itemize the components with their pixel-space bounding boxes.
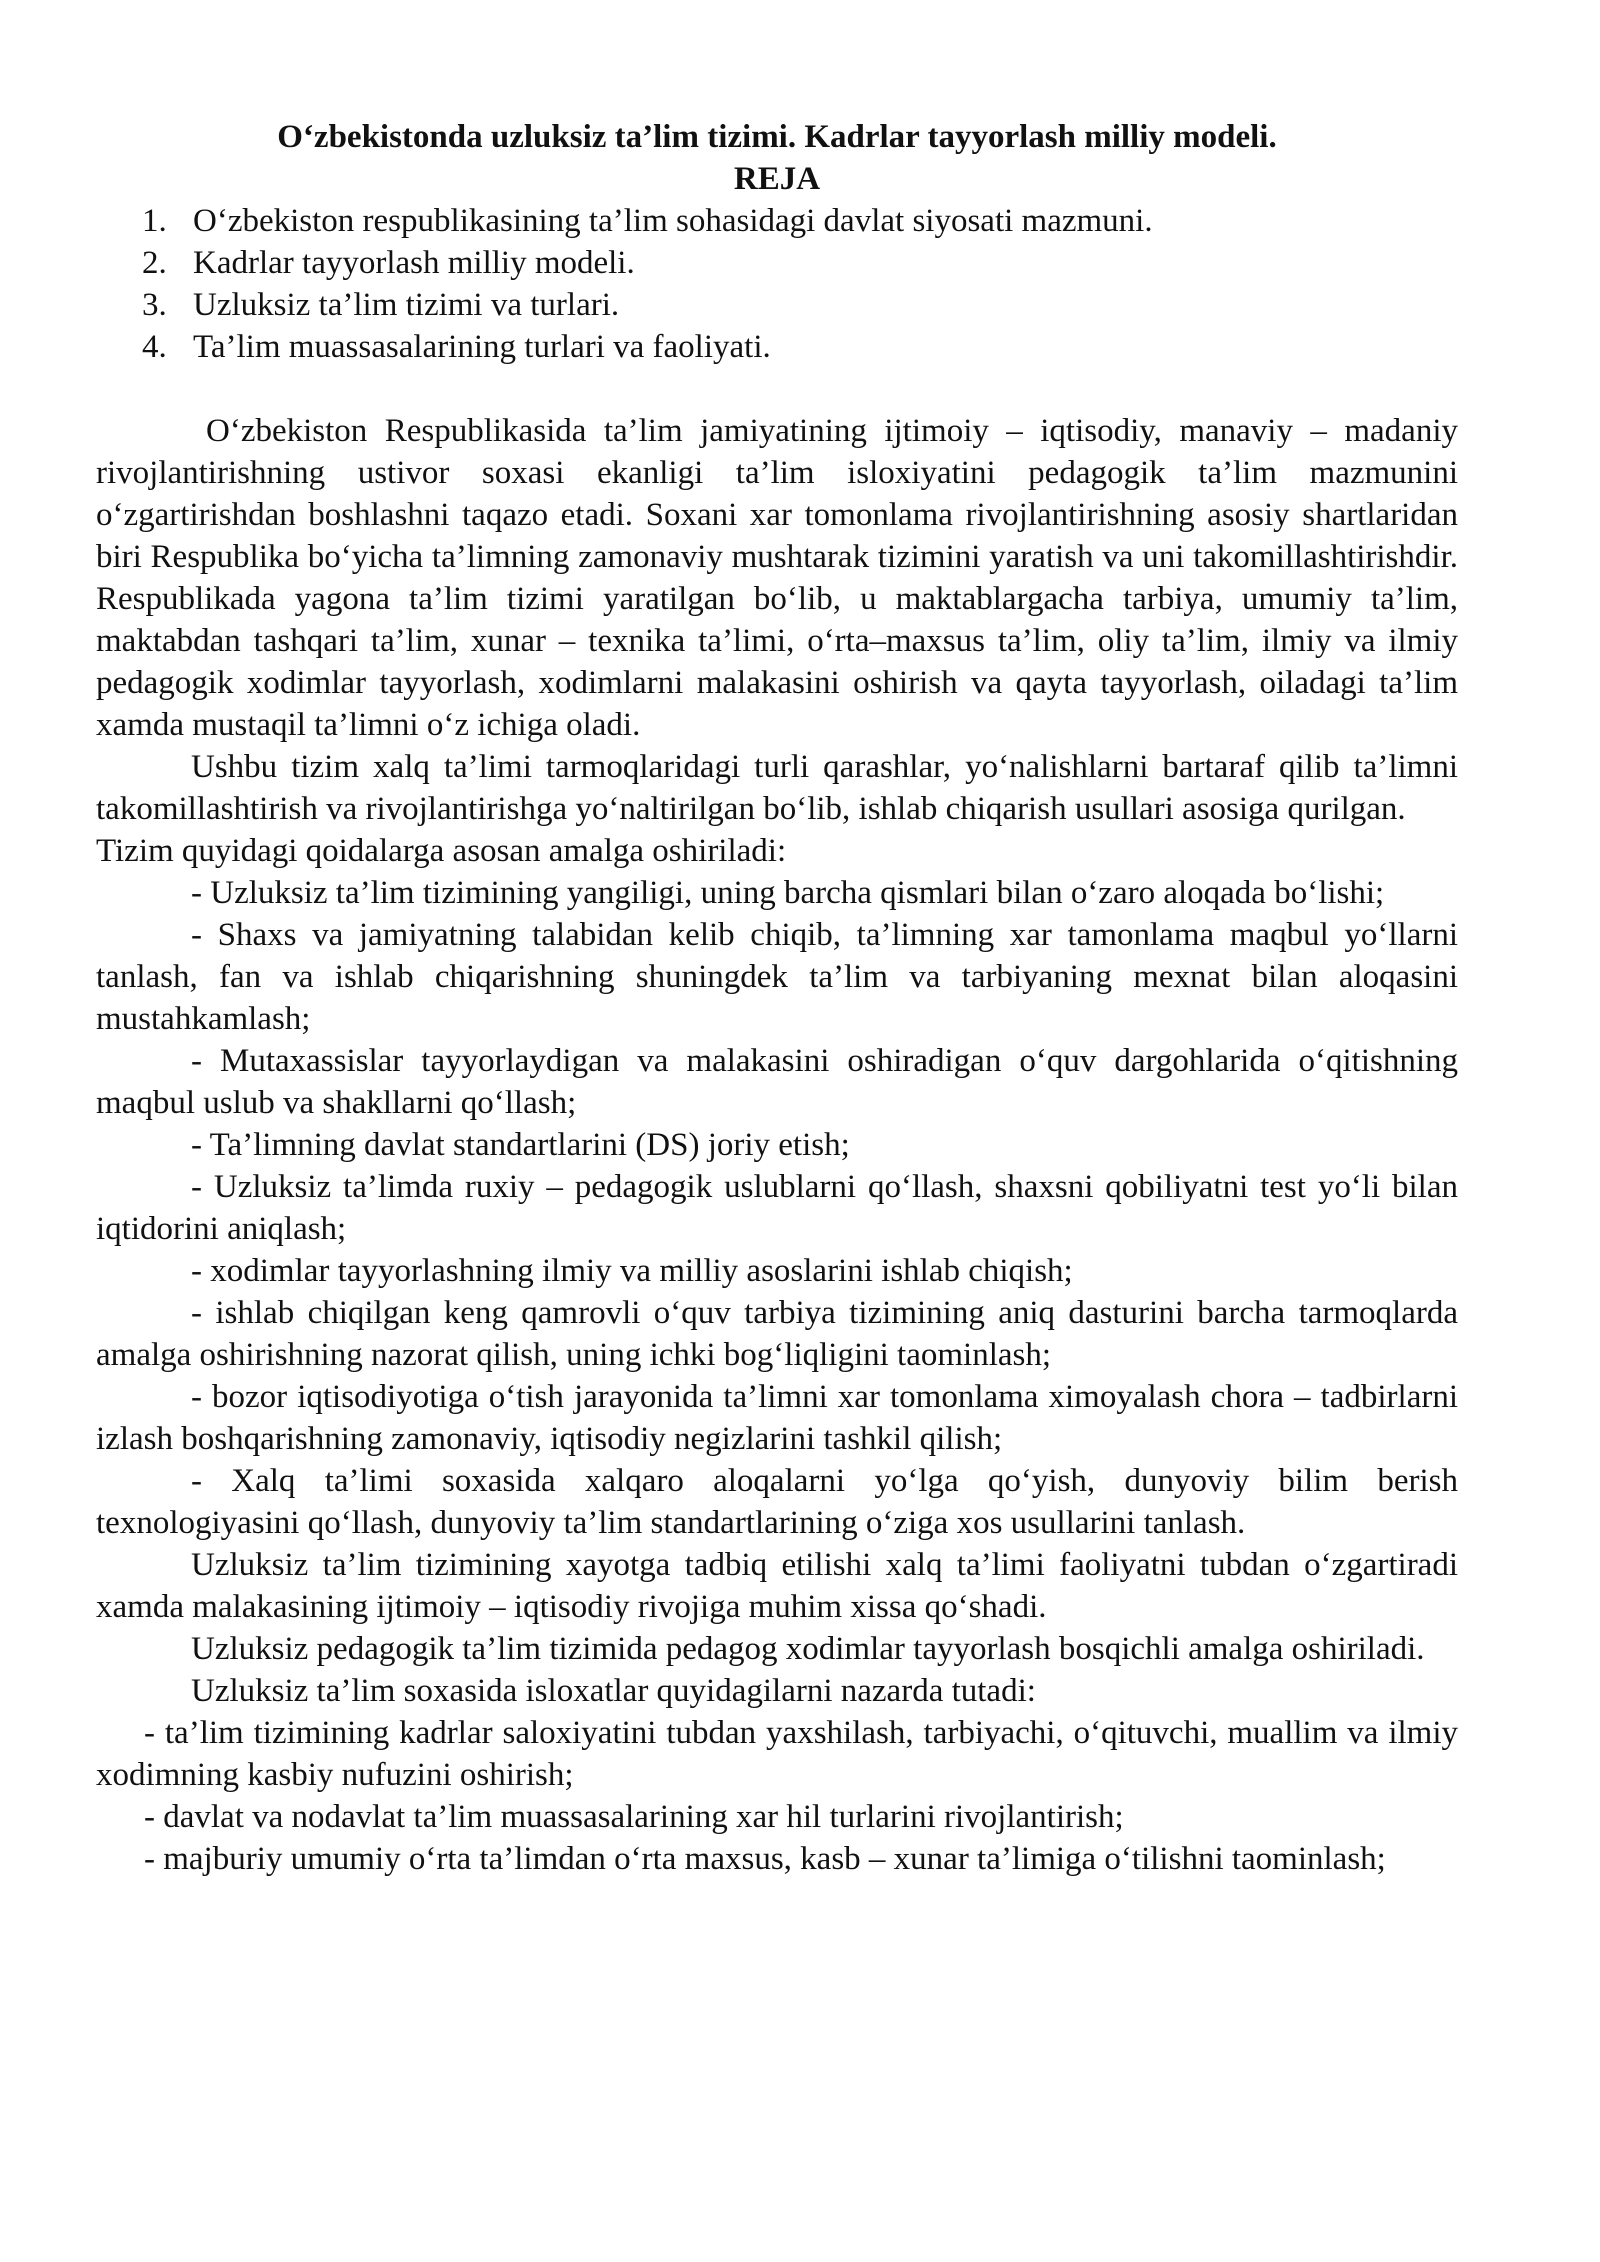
principle-item: - Shaxs va jamiyatning talabidan kelib chiqib, ta’limning xar tamonlama maqbul yo‘llarni tanlash, fan va ishlab chiqarishning shuningdek ta’lim va tarbiyaning mexnat bilan aloqasini mustahkamlash; [96, 917, 1458, 1037]
principle-item: - Uzluksiz ta’lim tizimining yangiligi, uning barcha qismlari bilan o‘zaro aloqada bo‘lishi; [191, 875, 1385, 911]
plan-item-text: Ta’lim muassasalarining turlari va faoliyati. [193, 329, 771, 365]
principle-item: - Mutaxassislar tayyorlaydigan va malakasini oshiradigan o‘quv dargohlarida o‘qitishning maqbul uslub va shakllarni qo‘llash; [96, 1043, 1458, 1121]
body-paragraph: Uzluksiz ta’lim soxasida isloxatlar quyidagilarni nazarda tutadi: [191, 1673, 1036, 1709]
body-paragraph: Tizim quyidagi qoidalarga asosan amalga oshiriladi: [96, 833, 787, 869]
plan-item-text: Kadrlar tayyorlash milliy modeli. [193, 245, 635, 281]
plan-item-number: 2. [142, 245, 167, 281]
reform-item: - ta’lim tizimining kadrlar saloxiyatini tubdan yaxshilash, tarbiyachi, o‘qituvchi, muallim va ilmiy xodimning kasbiy nufuzini oshirish; [96, 1715, 1458, 1793]
principle-item: - Uzluksiz ta’limda ruxiy – pedagogik uslublarni qo‘llash, shaxsni qobiliyatni test yo‘li bilan iqtidorini aniqlash; [96, 1169, 1458, 1247]
plan-list [96, 200, 1458, 368]
plan-item-number: 1. [142, 203, 167, 239]
principle-item: - bozor iqtisodiyotiga o‘tish jarayonida ta’limni xar tomonlama ximoyalash chora – tadbirlarni izlash boshqarishning zamonaviy, iqtisodiy negizlarini tashkil qilish; [96, 1379, 1458, 1457]
body-paragraph: O‘zbekiston Respublikasida ta’lim jamiyatining ijtimoiy – iqtisodiy, manaviy – madaniy rivojlantirishning ustivor soxasi ekanligi ta’lim isloxiyatini pedagogik ta’lim mazmunini o‘zgartirishdan boshlashni taqazo etadi. Soxani xar tomonlama rivojlantirishning asosiy shartlaridan biri Respublika bo‘yicha ta’limning zamonaviy mushtarak tizimini yaratish va uni takomillashtirishdir. Respublikada yagona ta’lim tizimi yaratilgan bo‘lib, u maktablargacha tarbiya, umumiy ta’lim, maktabdan tashqari ta’lim, xunar – texnika ta’limi, o‘rta–maxsus ta’lim, oliy ta’lim, ilmiy va ilmiy pedagogik xodimlar tayyorlash, xodimlarni malakasini oshirish va qayta tayyorlash, oiladagi ta’lim xamda mustaqil ta’limni o‘z ichiga oladi. [96, 413, 1458, 743]
principle-item: - Xalq ta’limi soxasida xalqaro aloqalarni yo‘lga qo‘yish, dunyoviy bilim berish texnologiyasini qo‘llash, dunyoviy ta’lim standartlarining o‘ziga xos usullarini tanlash. [96, 1463, 1458, 1541]
principle-item: - ishlab chiqilgan keng qamrovli o‘quv tarbiya tizimining aniq dasturini barcha tarmoqlarda amalga oshirishning nazorat qilish, uning ichki bog‘liqligini taominlash; [96, 1295, 1458, 1373]
document-page [96, 116, 1458, 1880]
body-paragraph: Uzluksiz ta’lim tizimining xayotga tadbiq etilishi xalq ta’limi faoliyatni tubdan o‘zgartiradi xamda malakasining ijtimoiy – iqtisodiy rivojiga muhim xissa qo‘shadi. [96, 1547, 1458, 1625]
principle-item: - Ta’limning davlat standartlarini (DS) joriy etish; [191, 1127, 850, 1163]
plan-item-number: 4. [142, 329, 167, 365]
document-title: O‘zbekistonda uzluksiz ta’lim tizimi. Kadrlar tayyorlash milliy modeli. [277, 119, 1277, 155]
plan-item-text: O‘zbekiston respublikasining ta’lim sohasidagi davlat siyosati mazmuni. [193, 203, 1153, 239]
body-paragraph: Uzluksiz pedagogik ta’lim tizimida pedagog xodimlar tayyorlash bosqichli amalga oshiriladi. [191, 1631, 1425, 1667]
reform-item: - davlat va nodavlat ta’lim muassasalarining xar hil turlarini rivojlantirish; [144, 1799, 1124, 1835]
principle-item: - xodimlar tayyorlashning ilmiy va milliy asoslarini ishlab chiqish; [191, 1253, 1073, 1289]
plan-item [96, 326, 1458, 368]
plan-item-text: Uzluksiz ta’lim tizimi va turlari. [193, 287, 620, 323]
plan-item [96, 242, 1458, 284]
body-paragraph: Ushbu tizim xalq ta’limi tarmoqlaridagi turli qarashlar, yo‘nalishlarni bartaraf qilib ta’limni takomillashtirish va rivojlantirishga yo‘naltirilgan bo‘lib, ishlab chiqarish usullari asosiga qurilgan. [96, 749, 1458, 827]
plan-item [96, 200, 1458, 242]
plan-item-number: 3. [142, 287, 167, 323]
blank-line [96, 368, 1458, 410]
reform-item: - majburiy umumiy o‘rta ta’limdan o‘rta maxsus, kasb – xunar ta’limiga o‘tilishni taominlash; [144, 1841, 1386, 1877]
plan-item [96, 284, 1458, 326]
plan-heading: REJA [733, 161, 821, 197]
